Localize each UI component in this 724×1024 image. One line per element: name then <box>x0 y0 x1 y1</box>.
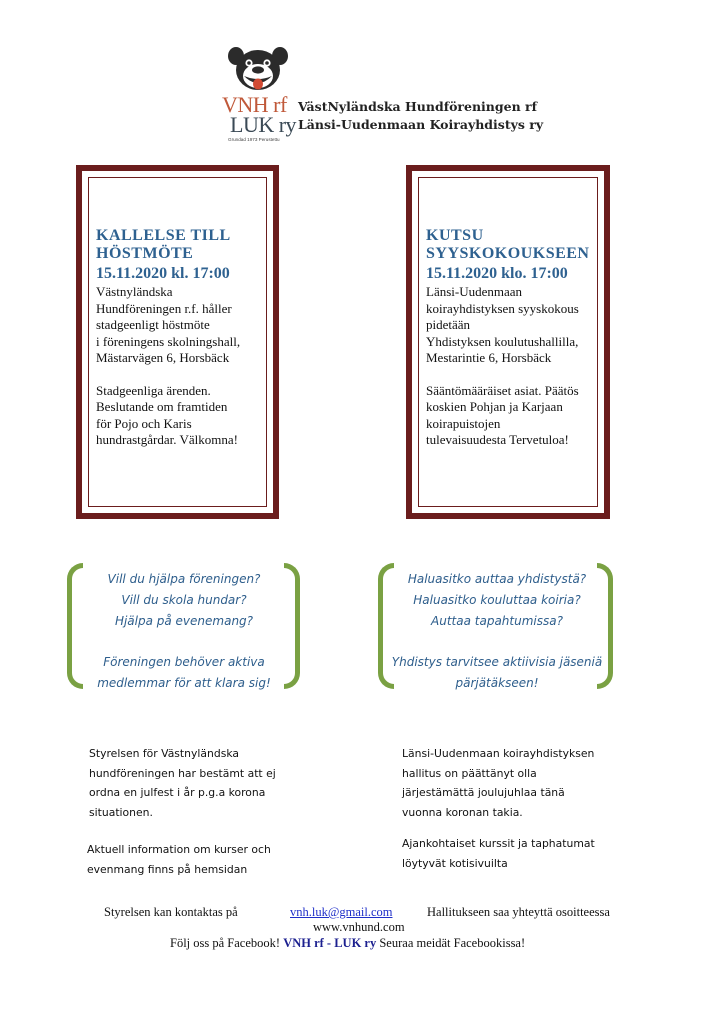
callout-line: Auttaa tapahtumissa? <box>431 614 563 628</box>
callout-line: medlemmar för att klara sig! <box>97 676 271 690</box>
footer-contact-swedish: Styrelsen kan kontaktas på <box>104 905 238 919</box>
notice-box-swedish <box>76 165 279 519</box>
notice-date: 15.11.2020 klo. 17:00 <box>426 265 568 282</box>
facebook-finnish: Seuraa meidät Facebookissa! <box>379 936 526 950</box>
callout-line: pärjätäkseen! <box>455 676 539 690</box>
callout-line: Föreningen behöver aktiva <box>103 655 265 669</box>
callout-line: Haluasitko auttaa yhdistystä? <box>407 572 587 586</box>
logo-text-luk: LUK ry <box>230 112 297 137</box>
facebook-page-name: VNH rf - LUK ry <box>283 936 377 950</box>
website-link[interactable]: www.vnhund.com <box>313 920 405 934</box>
callout-finnish <box>390 569 604 694</box>
notice-title: KALLELSE TILL HÖSTMÖTE <box>96 227 231 262</box>
org-name-swedish: VästNyländska Hundföreningen rf <box>298 99 537 114</box>
notice-paragraph-1: Länsi-Uudenmaan koirayhdistyksen syyskokous pidetään Yhdistyksen koulutushallilla, Mestarintie 6, Horsbäck <box>426 284 579 365</box>
bracket-right <box>284 563 300 689</box>
notice-paragraph-1: Västnyländska Hundföreningen r.f. håller stadgeenligt höstmöte i föreningens skolningshall, Mästarvägen 6, Horsbäck <box>96 284 241 365</box>
logo-text-vnh: VNH rf <box>222 92 287 117</box>
info-swedish-website: Aktuell information om kurser och evenmang finns på hemsidan <box>87 843 271 876</box>
info-finnish-christmas: Länsi-Uudenmaan koirayhdistyksen hallitus on päättänyt olla järjestämättä joulujuhlaa tänä vuonna koronan takia. <box>402 747 595 819</box>
footer-facebook <box>170 936 525 951</box>
org-name-finnish: Länsi-Uudenmaan Koirayhdistys ry <box>298 117 544 132</box>
facebook-swedish: Följ oss på Facebook! <box>170 936 281 950</box>
email-link[interactable]: vnh.luk@gmail.com <box>290 905 393 919</box>
bracket-left <box>67 563 83 689</box>
logo-founded: Grundad 1973 Perustettu <box>228 137 280 142</box>
logo <box>222 46 297 146</box>
callout-line: Vill du hjälpa föreningen? <box>107 572 261 586</box>
notice-paragraph-2: Sääntömääräiset asiat. Päätös koskien Pohjan ja Karjaan koirapuistojen tulevaisuudesta Tervetuloa! <box>426 382 579 447</box>
footer-contact-finnish: Hallitukseen saa yhteyttä osoitteessa <box>427 905 610 919</box>
callout-line: Vill du skola hundar? <box>121 593 247 607</box>
notice-date: 15.11.2020 kl. 17:00 <box>96 265 230 282</box>
notice-paragraph-2: Stadgeenliga ärenden. Beslutande om framtiden för Pojo och Karis hundrastgårdar. Välkomna! <box>96 382 238 447</box>
notice-title: KUTSU SYYSKOKOUKSEEN <box>426 227 590 262</box>
dog-face-icon <box>222 46 294 96</box>
callout-line: Haluasitko kouluttaa koiria? <box>413 593 581 607</box>
info-swedish-christmas: Styrelsen för Västnyländska hundföreningen har bestämt att ej ordna en julfest i år p.g.a korona situationen. <box>89 747 276 819</box>
notice-box-finnish <box>406 165 610 519</box>
info-finnish-website: Ajankohtaiset kurssit ja taphatumat löytyvät kotisivuilta <box>402 837 595 870</box>
callout-line: Yhdistys tarvitsee aktiivisia jäseniä <box>391 655 603 669</box>
callout-swedish <box>86 569 282 694</box>
callout-line: Hjälpa på evenemang? <box>114 614 254 628</box>
